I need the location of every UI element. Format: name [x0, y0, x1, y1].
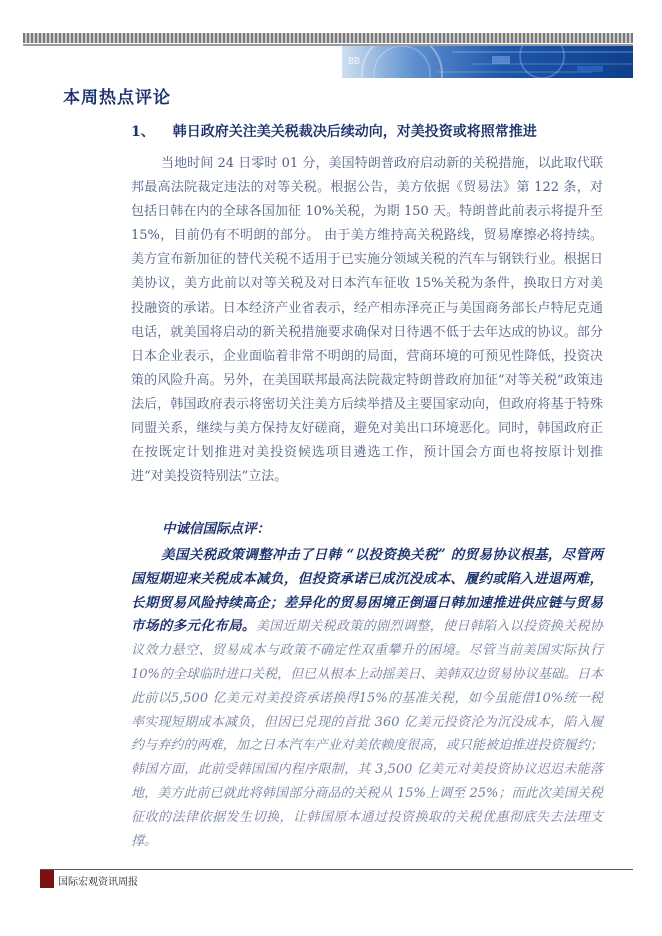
header-banner-image: [342, 46, 633, 78]
footer-color-block: [40, 870, 54, 888]
footer-rule: [40, 869, 633, 870]
commentary-paragraph: [131, 544, 603, 853]
commentary-text: 美国近期关税政策的剧烈调整，使日韩陷入以投资换关税协议效力悬空、贸易成本与政策不确定性双重攀升的困境。尽管当前美国实际执行 10%的全球临时进口关税，但已从根本上动摇美日、美韩双边贸易协议基础。日本此前以5,500 亿美元对美投资承诺换得15%的基准关税，如今虽能借10%统一税率实现短期成本减负，但因已兑现的首批 360 亿美元投资沦为沉没成本，陷入履约与弃约的两难，加之日本汽车产业对美依赖度很高，或只能被迫推进投资履约；韩国方面，此前受韩国国内程序限制，其 3,500 亿美元对美投资协议迟迟未能落地，美方此前已就此将韩国部分商品的关税从 15%上调至 25%；而此次美国关税征收的法律依据发生切换，让韩国原本通过投资换取的关税优惠彻底失去法理支撑。: [131, 619, 603, 849]
banner-text: BB: [348, 56, 361, 67]
article-number: 1、: [131, 124, 155, 140]
commentary-body: [131, 544, 603, 853]
footer-label: 国际宏观资讯周报: [58, 877, 138, 888]
commentary-lead: 美国关税政策调整冲击了日韩 “以投资换关税” 的贸易协议根基，尽管两国短期迎来关税成本减负，但投资承诺已成沉没成本、履约或陷入进退两难，长期贸易风险持续高企；差异化的贸易困境正倒逼日韩加速推进供应链与贸易市场的多元化布局。: [131, 547, 603, 635]
commentary-title: 中诚信国际点评：: [162, 521, 270, 537]
header-rule: [23, 33, 633, 43]
article-body: [131, 152, 603, 489]
article-heading: [131, 121, 537, 141]
article-heading-text: 韩日政府关注美关税裁决后续动向，对美投资或将照常推进: [172, 124, 537, 140]
article-paragraph: 当地时间 24 日零时 01 分，美国特朗普政府启动新的关税措施，以此取代联邦最高法院裁定违法的对等关税。根据公告，美方依据《贸易法》第 122 条，对包括日韩在内的全球各国加征 10%关税，为期 150 天。特朗普此前表示将提升至 15%，目前仍有不明朗的部分。 由于美方维持高关税路线，贸易摩擦必将持续。美方宣布新加征的替代关税不适用于已实施分领域关税的汽车与钢铁行业。根据日美协议，美方此前以对等关税及对日本汽车征收 15%关税为条件，换取日方对美投融资的承诺。日本经济产业省表示，经产相赤泽亮正与美国商务部长卢特尼克通电话，就美国将启动的新关税措施要求确保对日待遇不低于去年达成的协议。部分日本企业表示，企业面临着非常不明朗的局面，营商环境的可预见性降低，投资决策的风险升高。另外，在美国联邦最高法院裁定特朗普政府加征“对等关税”政策违法后，韩国政府表示将密切关注美方后续举措及主要国家动向，但政府将基于特殊同盟关系，继续与美方保持友好磋商，避免对美出口环境恶化。同时，韩国政府正在按既定计划推进对美投资候选项目遴选工作，预计国会方面也将按原计划推进“对美投资特别法”立法。: [131, 156, 603, 485]
circuit-graphic-icon: [342, 46, 633, 78]
section-title: 本周热点评论: [63, 88, 171, 108]
